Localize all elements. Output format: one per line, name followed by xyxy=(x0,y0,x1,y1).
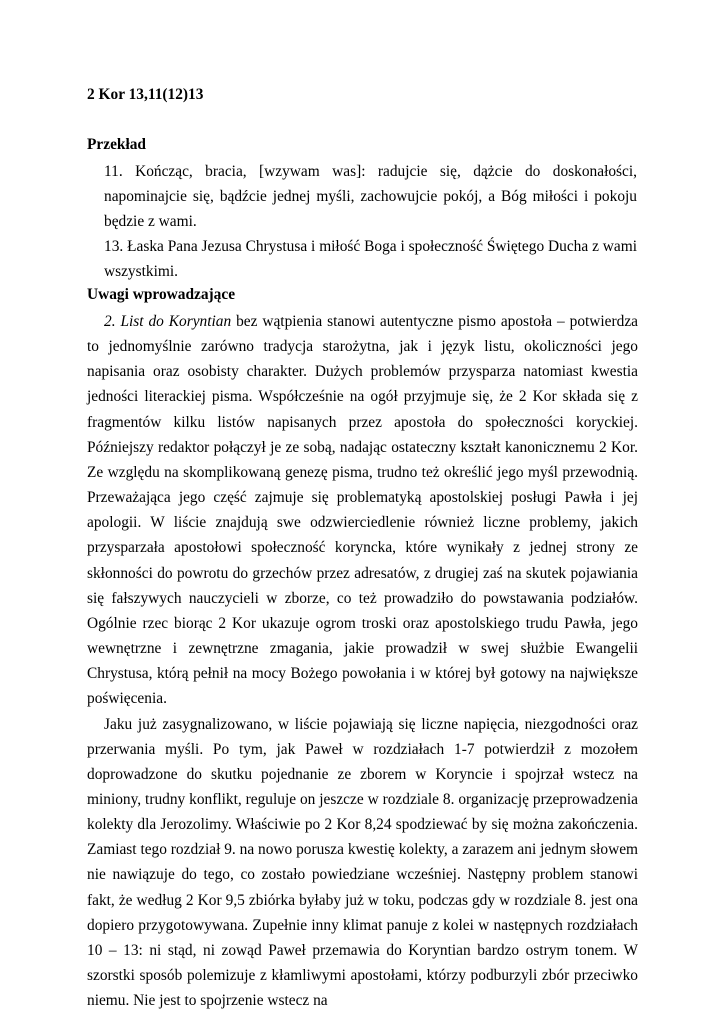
passage-reference: 2 Kor 13,11(12)13 xyxy=(87,86,204,103)
paragraph-1-text: bez wątpienia stanowi autentyczne pismo apostoła – potwierdza to jednomyślnie zarówno tradycja starożytna, jak i język listu, okoliczności jego napisania oraz osobisty charakter. Dużych problemów przysparza natomiast kwestia jedności literackiej pisma. Współcześnie na ogół przyjmuje się, że 2 Kor składa się z fragmentów kilku listów napisanych przez apostoła do społeczności koryckiej. Późniejszy redaktor połączył je ze sobą, nadając ostateczny kształt kanonicznemu 2 Kor. Ze względu na skomplikowaną genezę pisma, trudno też określić jego myśl przewodnią. Przeważająca jego część zajmuje się problematyką apostolskiej posługi Pawła i jej apologii. W liście znajdują swe odzwierciedlenie również liczne problemy, jakich przysparzała apostołowi społeczność koryncka, które wynikały z jednej strony ze skłonności do powrotu do grzechów przez adresatów, z drugiej zaś na skutek pojawiania się fałszywych nauczycieli w zborze, co też prowadziło do powstawania podziałów. Ogólnie rzec biorąc 2 Kor ukazuje ogrom troski oraz apostolskiego trudu Pawła, jego wewnętrzne i zewnętrzne zmagania, jakie prowadził w swej służbie Ewangelii Chrystusa, którą pełnił na mocy Bożego powołania i w której był gotowy na największe poświęcenia. xyxy=(87,313,638,708)
verse-13: 13. Łaska Pana Jezusa Chrystusa i miłość Boga i społeczność Świętego Ducha z wami wszystkimi. xyxy=(104,238,637,280)
translation-verses xyxy=(87,159,637,284)
section-heading-translation: Przekład xyxy=(87,136,146,153)
letter-title: 2. List do Koryntian xyxy=(104,313,232,330)
section-heading-introduction: Uwagi wprowadzające xyxy=(87,286,236,303)
introduction-paragraph-1 xyxy=(87,309,638,712)
introduction-paragraph-2: Jaku już zasygnalizowano, w liście pojawiają się liczne napięcia, niezgodności oraz przerwania myśli. Po tym, jak Paweł w rozdziałach 1-7 potwierdził z mozołem doprowadzone do skutku pojednanie ze zborem w Koryncie i spojrzał wstecz na miniony, trudny konflikt, reguluje on jeszcze w rozdziale 8. organizację przeprowadzenia kolekty dla Jerozolimy. Właściwie po 2 Kor 8,24 spodziewać by się można zakończenia. Zamiast tego rozdział 9. na nowo porusza kwestię kolekty, a zarazem ani jednym słowem nie nawiązuje do tego, co zostało powiedziane wcześniej. Następny problem stanowi fakt, że według 2 Kor 9,5 zbiórka byłaby już w toku, podczas gdy w rozdziale 8. jest ona dopiero przygotowywana. Zupełnie inny klimat panuje z kolei w następnych rozdziałach 10 – 13: ni stąd, ni zowąd Paweł przemawia do Koryntian bardzo ostrym tonem. W szorstki sposób polemizuje z kłamliwymi apostołami, którzy podburzyli zbór przeciwko niemu. Nie jest to spojrzenie wstecz na xyxy=(87,715,638,1010)
introduction-body xyxy=(87,309,638,1013)
verse-11: 11. Kończąc, bracia, [wzywam was]: radujcie się, dążcie do doskonałości, napominajcie się, bądźcie jednej myśli, zachowujcie pokój, a Bóg miłości i pokoju będzie z wami. xyxy=(104,163,637,230)
